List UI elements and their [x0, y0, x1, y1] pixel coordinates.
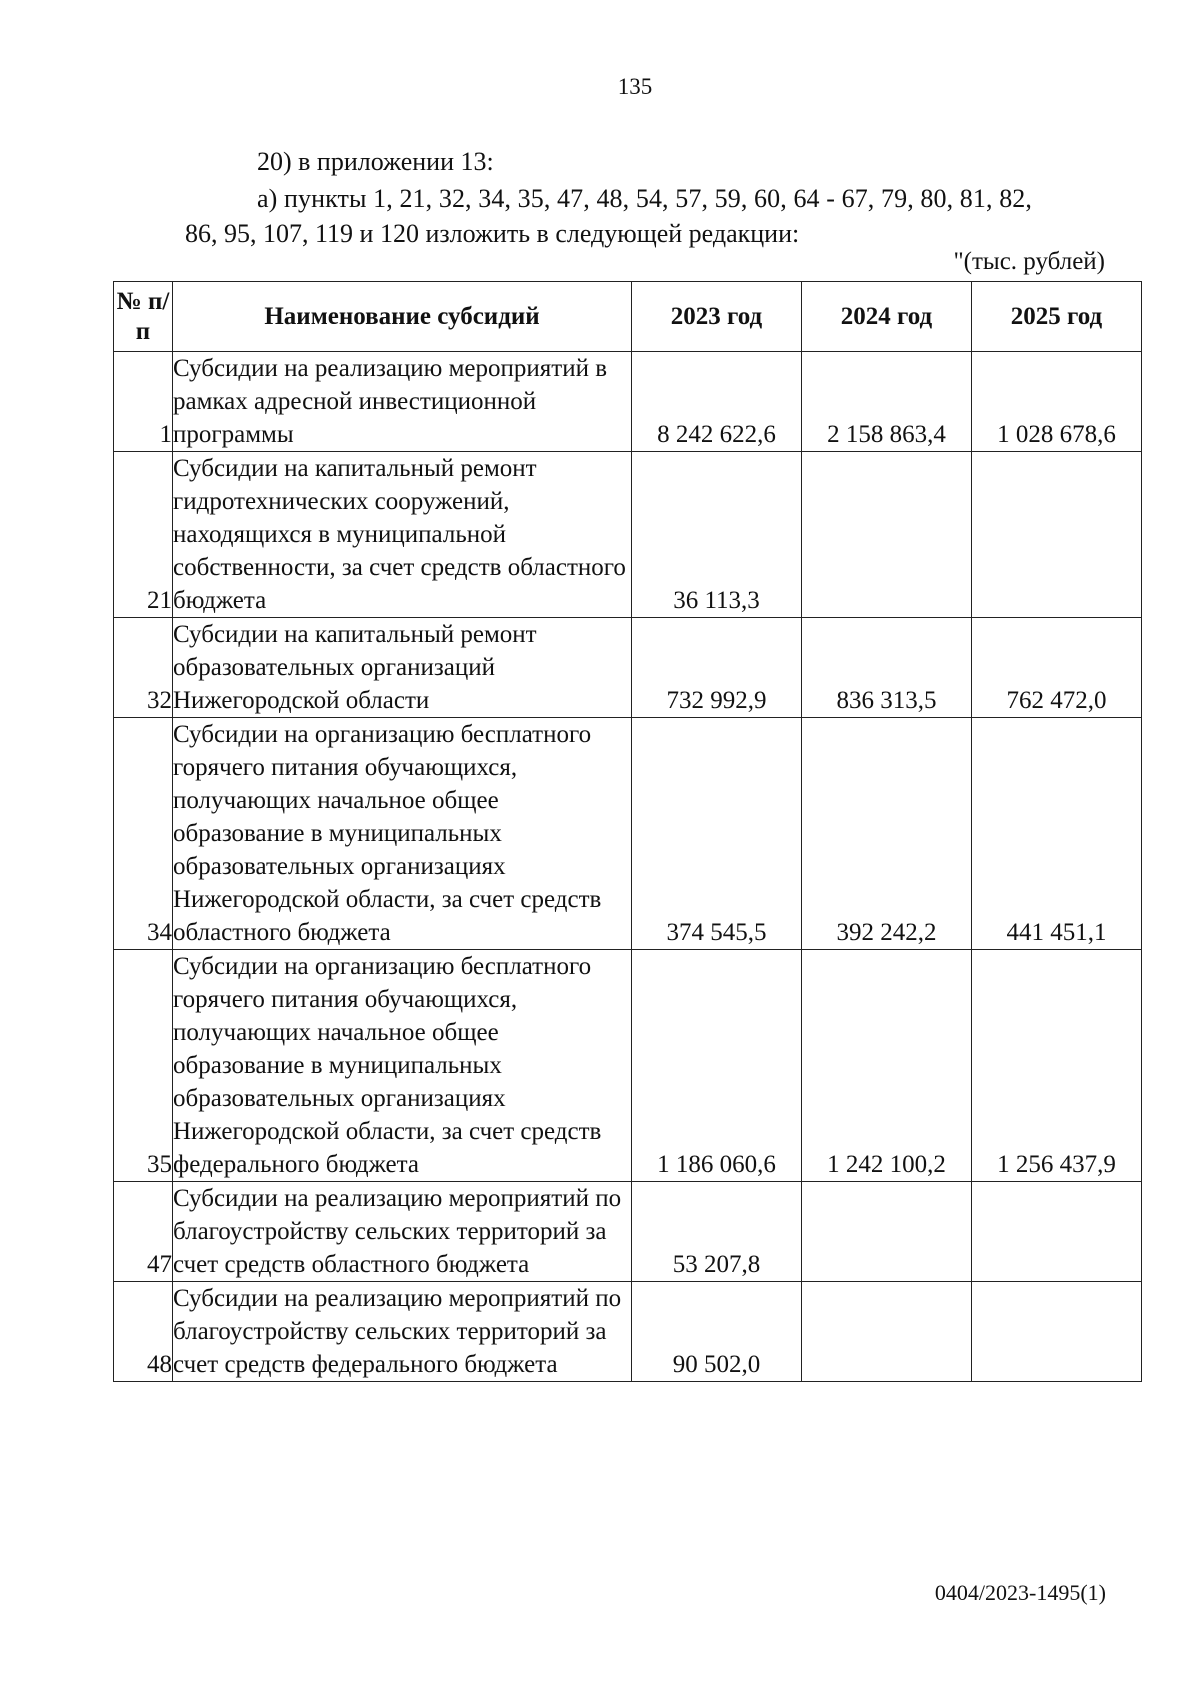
value-2025: 1 028 678,6 [972, 352, 1142, 452]
value-2024 [802, 1282, 972, 1382]
value-2023: 1 186 060,6 [632, 950, 802, 1182]
row-number: 35 [114, 950, 173, 1182]
table-row [114, 950, 1142, 1182]
value-2024 [802, 1182, 972, 1282]
table-row [114, 452, 1142, 618]
header-2023: 2023 год [632, 282, 802, 352]
table-header-row [114, 282, 1142, 352]
subsidy-name: Субсидии на реализацию мероприятий в рамках адресной инвестиционной программы [173, 352, 632, 452]
value-2025: 441 451,1 [972, 718, 1142, 950]
intro-line-1: 20) в приложении 13: [257, 147, 494, 176]
header-2025: 2025 год [972, 282, 1142, 352]
table-row [114, 1182, 1142, 1282]
value-2024 [802, 452, 972, 618]
row-number: 32 [114, 618, 173, 718]
subsidy-name: Субсидии на капитальный ремонт образовательных организаций Нижегородской области [173, 618, 632, 718]
value-2025 [972, 1182, 1142, 1282]
value-2023: 8 242 622,6 [632, 352, 802, 452]
row-number: 1 [114, 352, 173, 452]
table-row [114, 1282, 1142, 1382]
units-label: "(тыс. рублей) [953, 248, 1105, 275]
value-2023: 732 992,9 [632, 618, 802, 718]
page-number: 135 [617, 74, 653, 99]
header-name: Наименование субсидий [173, 282, 632, 352]
value-2024: 2 158 863,4 [802, 352, 972, 452]
value-2023: 53 207,8 [632, 1182, 802, 1282]
value-2025: 762 472,0 [972, 618, 1142, 718]
value-2024: 392 242,2 [802, 718, 972, 950]
value-2024: 1 242 100,2 [802, 950, 972, 1182]
value-2023: 374 545,5 [632, 718, 802, 950]
value-2025 [972, 1282, 1142, 1382]
intro-line-2: а) пункты 1, 21, 32, 34, 35, 47, 48, 54, 57, 59, 60, 64 - 67, 79, 80, 81, 82, [257, 184, 1033, 213]
row-number: 34 [114, 718, 173, 950]
subsidy-name: Субсидии на капитальный ремонт гидротехнических сооружений, находящихся в муниципальной собственности, за счет средств областного бюджета [173, 452, 632, 618]
table-row [114, 618, 1142, 718]
header-2024: 2024 год [802, 282, 972, 352]
value-2025: 1 256 437,9 [972, 950, 1142, 1182]
row-number: 21 [114, 452, 173, 618]
subsidy-name: Субсидии на организацию бесплатного горячего питания обучающихся, получающих начальное общее образование в муниципальных образовательных организациях Нижегородской области, за счет средств областного бюджета [173, 718, 632, 950]
subsidies-table [113, 281, 1142, 1382]
table-row [114, 718, 1142, 950]
value-2024: 836 313,5 [802, 618, 972, 718]
value-2023: 90 502,0 [632, 1282, 802, 1382]
row-number: 47 [114, 1182, 173, 1282]
document-code: 0404/2023-1495(1) [934, 1580, 1106, 1605]
subsidy-name: Субсидии на организацию бесплатного горячего питания обучающихся, получающих начальное общее образование в муниципальных образовательных организациях Нижегородской области, за счет средств федерального бюджета [173, 950, 632, 1182]
row-number: 48 [114, 1282, 173, 1382]
header-num: № п/п [114, 282, 173, 352]
subsidy-name: Субсидии на реализацию мероприятий по благоустройству сельских территорий за счет средств областного бюджета [173, 1182, 632, 1282]
table-row [114, 352, 1142, 452]
subsidy-name: Субсидии на реализацию мероприятий по благоустройству сельских территорий за счет средств федерального бюджета [173, 1282, 632, 1382]
value-2023: 36 113,3 [632, 452, 802, 618]
intro-line-3: 86, 95, 107, 119 и 120 изложить в следующей редакции: [185, 219, 800, 248]
value-2025 [972, 452, 1142, 618]
